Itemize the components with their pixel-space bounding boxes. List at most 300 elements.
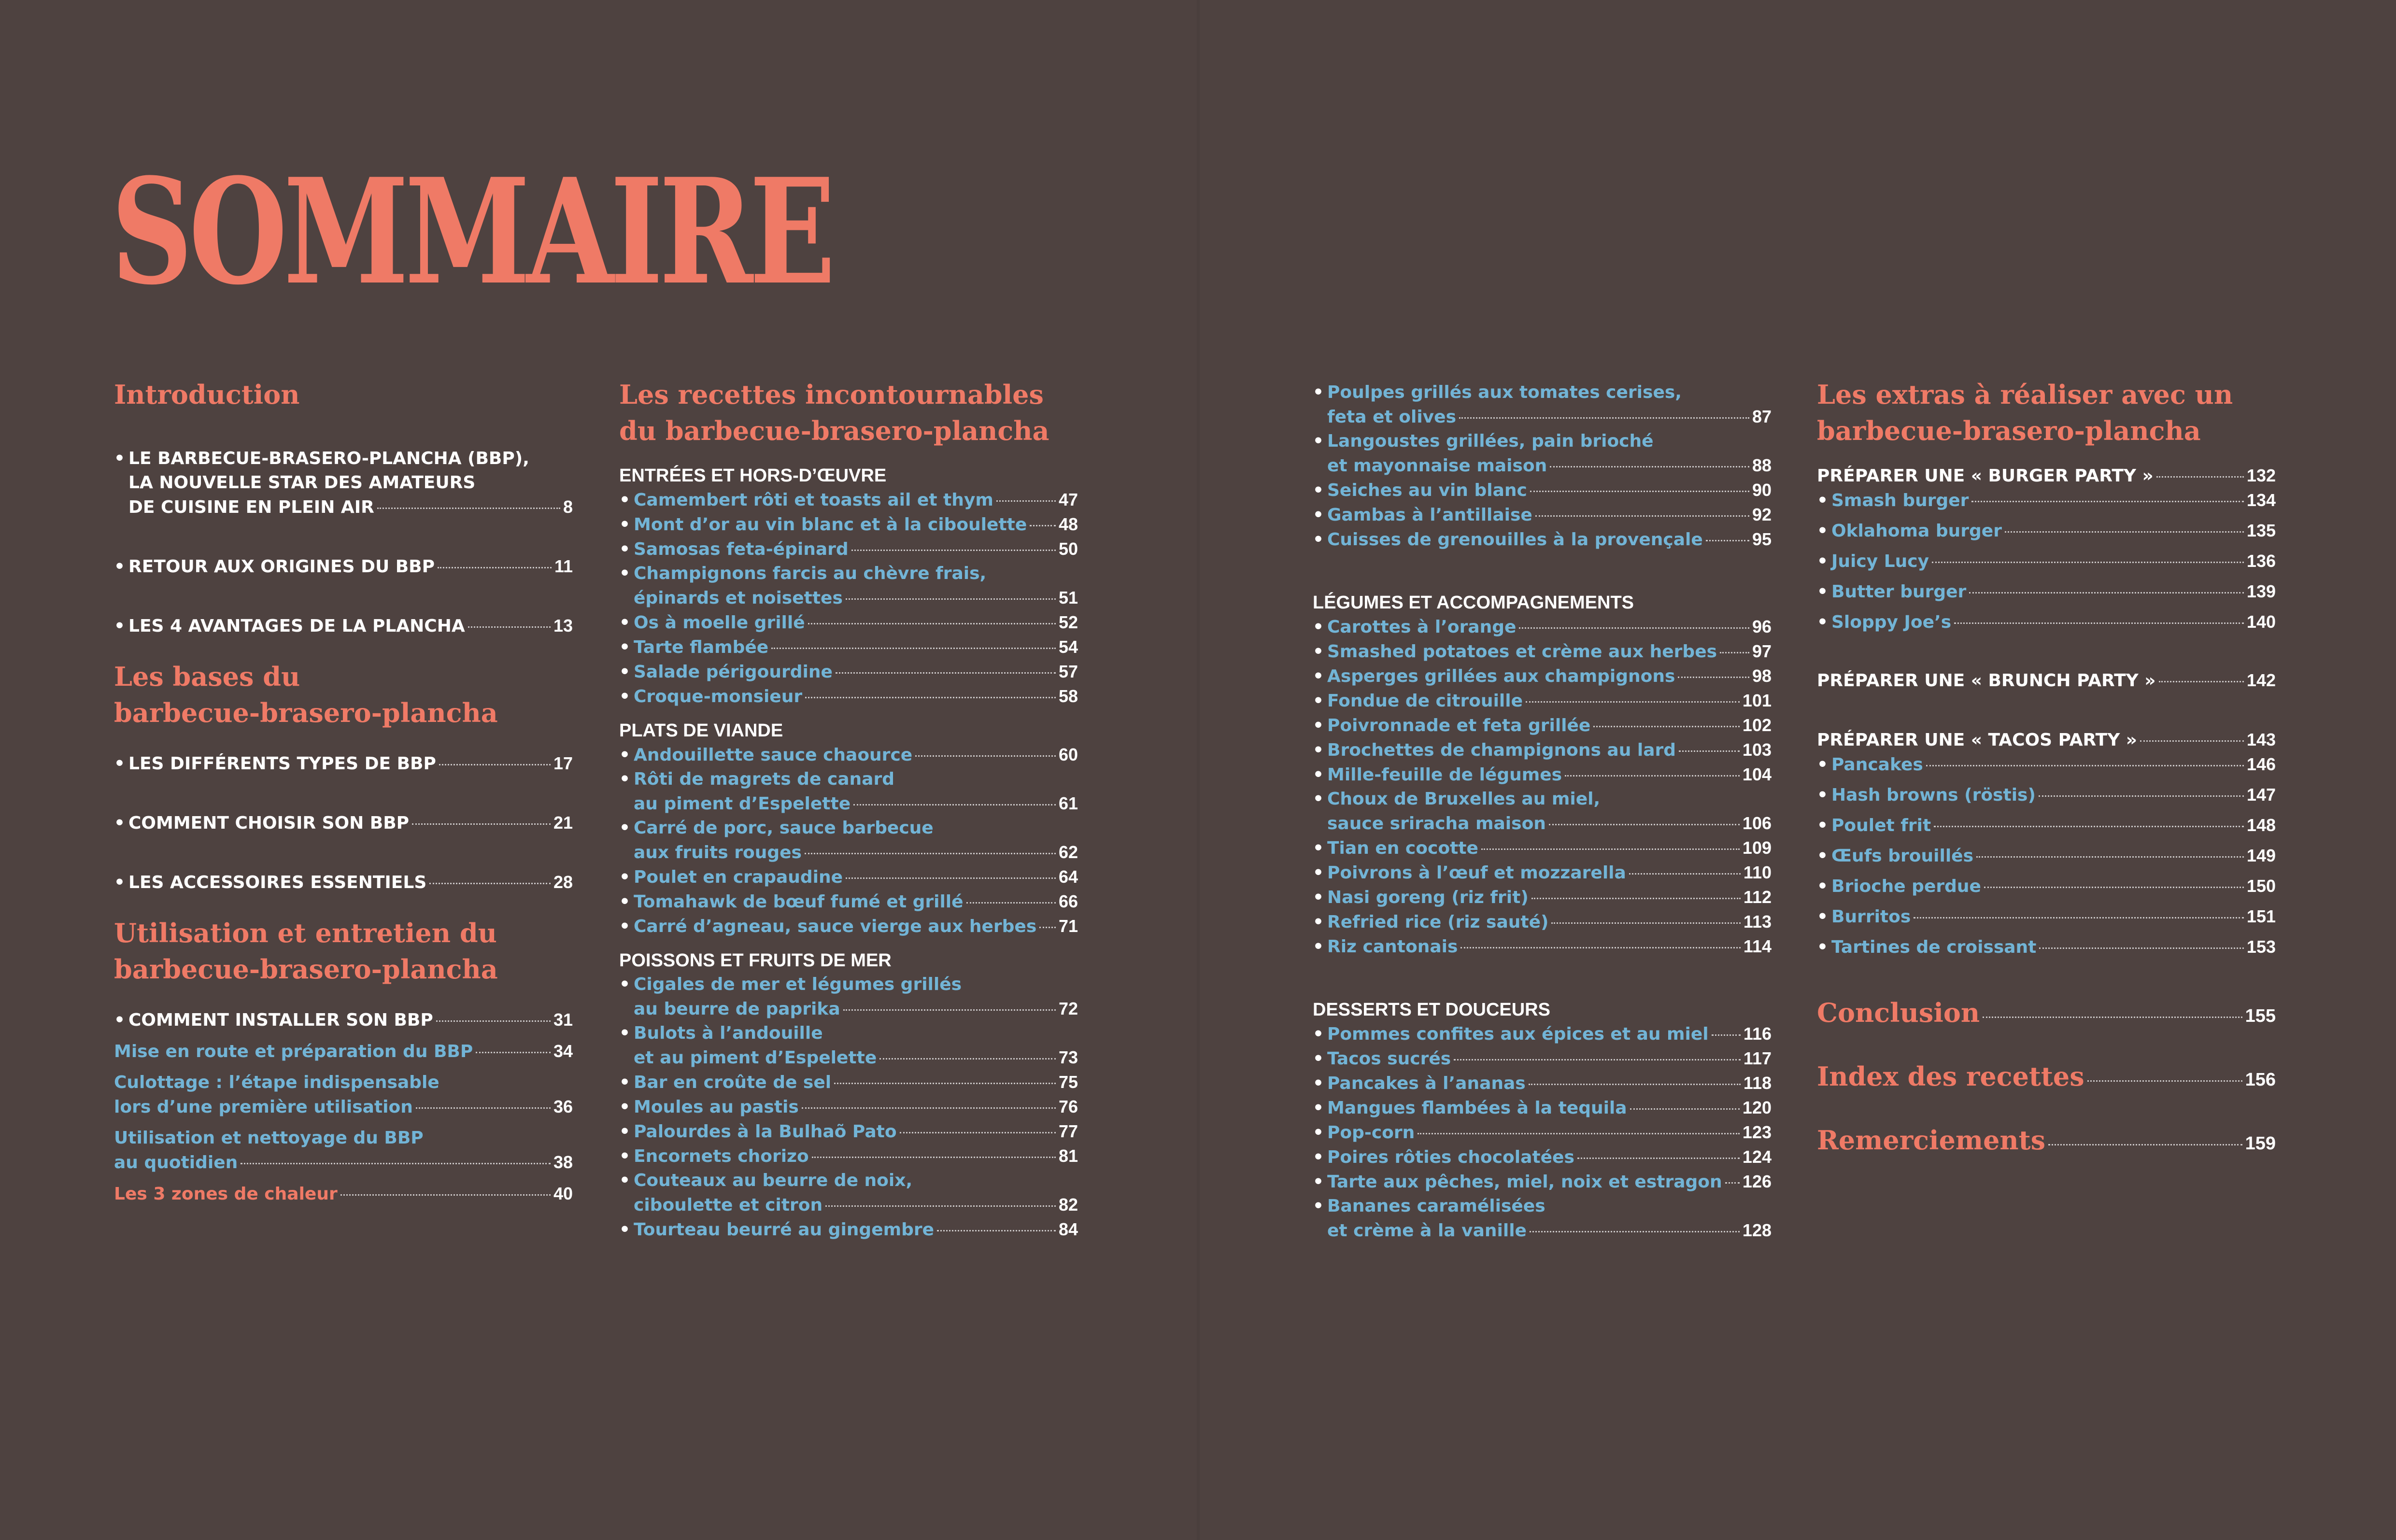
toc-page-number: 61: [1058, 793, 1078, 813]
toc-entry[interactable]: [1817, 549, 2276, 574]
toc-entry[interactable]: [1817, 1057, 2276, 1099]
toc-page-number: 73: [1058, 1047, 1078, 1067]
toc-entry-label: au piment d’Espelette: [634, 794, 851, 814]
dot-leader: [1678, 677, 1749, 678]
dot-leader: [412, 823, 551, 825]
toc-entry[interactable]: [114, 870, 573, 895]
toc-entry-label: DE CUISINE EN PLEIN AIR: [128, 497, 374, 517]
toc-entry[interactable]: [1313, 478, 1772, 503]
toc-entry[interactable]: [1313, 738, 1772, 763]
toc-page-number: 82: [1058, 1195, 1078, 1215]
toc-entry-label: Pancakes à l’ananas: [1327, 1074, 1526, 1093]
toc-entry[interactable]: [1313, 615, 1772, 639]
toc-entry-label: Poulet en crapaudine: [634, 867, 843, 887]
dot-leader: [377, 508, 560, 509]
toc-entry[interactable]: [1313, 503, 1772, 527]
toc-entry[interactable]: [1313, 381, 1772, 429]
dot-leader: [915, 755, 1056, 757]
toc-entry[interactable]: [1313, 1096, 1772, 1120]
dot-leader: [996, 500, 1056, 502]
toc-entry[interactable]: [1817, 783, 2276, 807]
toc-entry[interactable]: [1817, 935, 2276, 960]
toc-entry-tacos-party[interactable]: [1817, 728, 2276, 752]
toc-entry-label: Œufs brouillés: [1831, 846, 1974, 866]
dot-leader: [1954, 622, 2244, 624]
dot-leader: [836, 672, 1056, 674]
toc-entry[interactable]: [619, 890, 1078, 914]
toc-page-number: 112: [1743, 887, 1772, 907]
toc-page-number: 87: [1752, 407, 1772, 426]
heading-line: barbecue-brasero-plancha: [114, 954, 498, 985]
bullet-icon: •: [1313, 1098, 1324, 1118]
dot-leader: [1706, 540, 1749, 541]
toc-entry[interactable]: [1313, 689, 1772, 713]
toc-page-number: 72: [1058, 999, 1078, 1018]
dot-leader: [2156, 476, 2244, 478]
toc-entry[interactable]: [1313, 836, 1772, 861]
toc-page-number: 48: [1058, 514, 1078, 534]
dot-leader: [1593, 726, 1740, 727]
dot-leader: [1565, 775, 1740, 777]
toc-column-4: [1817, 377, 2276, 1163]
toc-entry[interactable]: [1313, 910, 1772, 934]
toc-entry[interactable]: [1313, 1046, 1772, 1071]
toc-entry-label: Remerciements: [1817, 1125, 2046, 1156]
toc-entry[interactable]: [1817, 579, 2276, 604]
toc-entry[interactable]: [1313, 763, 1772, 787]
toc-entry-label: Refried rice (riz sauté): [1327, 912, 1549, 932]
toc-entry-label: Poulet frit: [1831, 816, 1931, 835]
toc-entry-label: Smashed potatoes et crème aux herbes: [1327, 642, 1717, 662]
toc-page-number: 109: [1742, 838, 1772, 858]
toc-entry-label: PRÉPARER UNE « TACOS PARTY »: [1817, 730, 2138, 750]
toc-entry-label: Palourdes à la Bulhaõ Pato: [634, 1122, 897, 1142]
toc-entry[interactable]: [114, 1126, 573, 1175]
dot-leader: [1932, 562, 2244, 563]
toc-page-number: 62: [1058, 842, 1078, 862]
toc-entry-label: Carré de porc, sauce barbecue: [634, 818, 934, 838]
bullet-icon: •: [114, 813, 126, 833]
toc-entry[interactable]: [619, 635, 1078, 660]
dot-leader: [1551, 922, 1740, 924]
toc-entry-label: Tian en cocotte: [1327, 838, 1478, 858]
toc-entry-label: Smash burger: [1831, 491, 1969, 510]
toc-entry-label: et au piment d’Espelette: [634, 1048, 877, 1068]
toc-entry-label: Hash browns (röstis): [1831, 785, 2036, 805]
dot-leader: [340, 1194, 551, 1196]
toc-page-number: 118: [1743, 1073, 1772, 1093]
dot-leader: [812, 1157, 1056, 1158]
toc-page-number: 36: [553, 1097, 573, 1116]
toc-entry[interactable]: [114, 1071, 573, 1119]
toc-page-number: 120: [1742, 1098, 1772, 1117]
toc-entry-label: Encornets chorizo: [634, 1146, 809, 1166]
toc-entry-label: Couteaux au beurre de noix,: [634, 1171, 913, 1190]
dot-leader: [1418, 1133, 1740, 1134]
bullet-icon: •: [1313, 863, 1324, 883]
toc-entry[interactable]: [1817, 844, 2276, 868]
toc-entry-label: Fondue de citrouille: [1327, 691, 1523, 711]
dot-leader: [937, 1230, 1056, 1231]
bullet-icon: •: [619, 818, 631, 838]
toc-page-number: 97: [1752, 641, 1772, 661]
poissons-list: [619, 973, 1078, 1242]
bullet-icon: •: [619, 564, 631, 583]
toc-entry-label: Samosas feta-épinard: [634, 539, 849, 559]
bullet-icon: •: [619, 1171, 631, 1190]
toc-entry[interactable]: [1313, 713, 1772, 738]
dot-leader: [1030, 525, 1056, 526]
toc-entry[interactable]: [619, 1095, 1078, 1119]
bullet-icon: •: [114, 754, 126, 774]
tacos-list: [1817, 752, 2276, 960]
toc-entry-label: Burritos: [1831, 907, 1911, 927]
bullet-icon: •: [1313, 530, 1324, 550]
toc-entry[interactable]: [1313, 1170, 1772, 1194]
dot-leader: [1629, 873, 1741, 875]
bullet-icon: •: [1817, 612, 1829, 632]
bullet-icon: •: [619, 637, 631, 657]
toc-page-number: 110: [1743, 862, 1772, 882]
toc-entry-label: LES ACCESSOIRES ESSENTIELS: [128, 873, 427, 892]
bullet-icon: •: [1817, 816, 1829, 835]
toc-column-3: [1313, 381, 1772, 1243]
toc-entry[interactable]: [619, 1169, 1078, 1217]
toc-entry-label: Conclusion: [1817, 997, 1980, 1028]
bullet-icon: •: [619, 662, 631, 682]
bullet-icon: •: [619, 687, 631, 706]
bullet-icon: •: [619, 1023, 631, 1043]
bullet-icon: •: [1313, 789, 1324, 809]
dot-leader: [1459, 417, 1749, 419]
dot-leader: [1454, 1059, 1741, 1060]
toc-entry[interactable]: [114, 447, 573, 520]
toc-entry-label: lors d’une première utilisation: [114, 1097, 413, 1117]
bullet-icon: •: [114, 616, 126, 636]
dot-leader: [802, 1107, 1056, 1109]
toc-page-number: 102: [1742, 715, 1772, 735]
toc-page-number: 149: [2246, 846, 2276, 865]
toc-entry[interactable]: [1313, 861, 1772, 885]
dot-leader: [805, 853, 1056, 854]
toc-page-number: 143: [2246, 730, 2276, 749]
dot-leader: [2039, 947, 2244, 949]
bullet-icon: •: [1313, 1074, 1324, 1093]
toc-entry[interactable]: [1313, 787, 1772, 836]
toc-page-number: 148: [2246, 815, 2276, 835]
toc-page-number: 140: [2246, 612, 2276, 632]
toc-entry[interactable]: [114, 1008, 573, 1032]
dot-leader: [429, 883, 551, 884]
bullet-icon: •: [1313, 505, 1324, 525]
toc-entry[interactable]: [1313, 934, 1772, 959]
page-title: SOMMAIRE: [111, 146, 832, 317]
toc-page-number: 57: [1058, 662, 1078, 681]
toc-entry-label: Poivrons à l’œuf et mozzarella: [1327, 863, 1626, 883]
toc-entry-label: Brochettes de champignons au lard: [1327, 740, 1676, 760]
dot-leader: [1526, 701, 1740, 703]
heading-line: Les bases du: [114, 661, 300, 692]
dot-leader: [1531, 898, 1741, 899]
dot-leader: [1926, 765, 2244, 766]
toc-entry-label: Os à moelle grillé: [634, 613, 805, 633]
bullet-icon: •: [1817, 846, 1829, 866]
bullet-icon: •: [1313, 912, 1324, 932]
toc-entry[interactable]: [619, 562, 1078, 610]
toc-entry-label: Poires rôties chocolatées: [1327, 1147, 1574, 1167]
bullet-icon: •: [619, 917, 631, 936]
heading-line: du barbecue-brasero-plancha: [619, 415, 1049, 446]
toc-entry[interactable]: [619, 1070, 1078, 1095]
dot-leader: [771, 648, 1056, 649]
toc-page-number: 21: [553, 813, 573, 833]
toc-entry[interactable]: [1817, 993, 2276, 1035]
toc-page-number: 8: [563, 497, 573, 517]
toc-entry-label: Seiches au vin blanc: [1327, 480, 1527, 500]
heading-line: Les recettes incontournables: [619, 379, 1044, 410]
dot-leader: [1679, 750, 1740, 752]
toc-page-number: 132: [2246, 466, 2276, 485]
dot-leader: [1969, 592, 2244, 593]
toc-entry-label: Utilisation et nettoyage du BBP: [114, 1128, 424, 1148]
bullet-icon: •: [1313, 1049, 1324, 1069]
toc-entry-label: Les 3 zones de chaleur: [114, 1184, 338, 1204]
toc-entry-label: Bananes caramélisées: [1327, 1196, 1545, 1216]
toc-page-number: 134: [2246, 490, 2276, 510]
toc-entry[interactable]: [619, 743, 1078, 767]
toc-entry[interactable]: [619, 914, 1078, 939]
toc-page-number: 28: [553, 872, 573, 892]
toc-entry-burger-party[interactable]: [1817, 464, 2276, 488]
toc-page-number: 51: [1058, 588, 1078, 608]
toc-entry-label: et mayonnaise maison: [1327, 456, 1547, 476]
bullet-icon: •: [1313, 765, 1324, 785]
toc-entry-label: Tarte flambée: [634, 637, 769, 657]
toc-entry[interactable]: [619, 1119, 1078, 1144]
dot-leader: [476, 1052, 551, 1053]
toc-entry[interactable]: [1313, 527, 1772, 552]
page-gutter: [1197, 0, 1200, 1540]
toc-entry-label: Andouillette sauce chaource: [634, 745, 913, 765]
toc-page-number: 50: [1058, 539, 1078, 559]
toc-page-number: 146: [2246, 754, 2276, 774]
toc-entry-label: Mont d’or au vin blanc et à la ciboulette: [634, 515, 1027, 535]
toc-page-number: 153: [2246, 937, 2276, 957]
toc-page-number: 147: [2246, 785, 2276, 805]
bullet-icon: •: [1817, 755, 1829, 775]
toc-entry-label: aux fruits rouges: [634, 843, 802, 862]
toc-page-number: 31: [553, 1010, 573, 1030]
toc-entry[interactable]: [619, 865, 1078, 890]
toc-entry-label: Champignons farcis au chèvre frais,: [634, 564, 987, 583]
toc-entry[interactable]: [114, 1182, 573, 1206]
bullet-icon: •: [1817, 785, 1829, 805]
toc-page-number: 60: [1058, 745, 1078, 764]
toc-entry[interactable]: [619, 816, 1078, 865]
burger-list: [1817, 488, 2276, 635]
toc-page-number: 113: [1743, 912, 1772, 932]
dot-leader: [1460, 947, 1740, 948]
bullet-icon: •: [619, 1073, 631, 1092]
toc-entry[interactable]: [114, 811, 573, 835]
toc-entry[interactable]: [1817, 904, 2276, 929]
toc-entry[interactable]: [619, 610, 1078, 635]
toc-entry-label: LA NOUVELLE STAR DES AMATEURS: [128, 473, 476, 493]
dot-leader: [1720, 652, 1749, 653]
section-heading-bases: [114, 659, 573, 731]
toc-entry-label: Tartines de croissant: [1831, 937, 2037, 957]
dot-leader: [1529, 1084, 1741, 1085]
section-heading-extras: [1817, 377, 2276, 449]
bullet-icon: •: [619, 539, 631, 559]
toc-page-number: 54: [1058, 637, 1078, 657]
dot-leader: [1530, 1231, 1740, 1232]
toc-entry[interactable]: [1313, 664, 1772, 689]
toc-entry-label: Cuisses de grenouilles à la provençale: [1327, 530, 1703, 550]
dot-leader: [439, 764, 551, 765]
toc-entry[interactable]: [1817, 874, 2276, 899]
toc-page-number: 128: [1742, 1220, 1772, 1240]
toc-page-number: 84: [1058, 1219, 1078, 1239]
toc-entry[interactable]: [619, 537, 1078, 562]
toc-entry-label: Mille-feuille de légumes: [1327, 765, 1562, 785]
dot-leader: [1530, 491, 1749, 492]
dot-leader: [2005, 531, 2244, 533]
toc-page-number: 159: [2245, 1133, 2276, 1154]
bullet-icon: •: [619, 892, 631, 912]
bullet-icon: •: [1817, 491, 1829, 510]
dot-leader: [1550, 466, 1749, 467]
heading-line: Les extras à réaliser avec un: [1817, 379, 2233, 410]
toc-entry-label: Langoustes grillées, pain brioché: [1327, 431, 1654, 451]
dot-leader: [2087, 1080, 2242, 1082]
toc-entry[interactable]: [1817, 519, 2276, 543]
dot-leader: [2159, 681, 2244, 682]
dot-leader: [1934, 826, 2244, 827]
viande-list: [619, 743, 1078, 939]
toc-entry[interactable]: [1817, 488, 2276, 513]
dot-leader: [966, 902, 1056, 904]
toc-entry-label: Pommes confites aux épices et au miel: [1327, 1024, 1709, 1044]
toc-entry-label: Salade périgourdine: [634, 662, 833, 682]
toc-entry-label: COMMENT INSTALLER SON BBP: [128, 1010, 433, 1030]
dot-leader: [843, 1009, 1056, 1011]
toc-entry[interactable]: [619, 488, 1078, 512]
bullet-icon: •: [114, 557, 126, 577]
toc-entry[interactable]: [619, 512, 1078, 537]
bullet-icon: •: [114, 873, 126, 892]
toc-page-number: 103: [1742, 740, 1772, 760]
toc-entry[interactable]: [1817, 610, 2276, 635]
toc-entry[interactable]: [619, 1217, 1078, 1242]
toc-page-number: 136: [2246, 551, 2276, 571]
bullet-icon: •: [1817, 582, 1829, 602]
bullet-icon: •: [1313, 431, 1324, 451]
bullet-icon: •: [114, 1010, 126, 1030]
toc-page-number: 58: [1058, 686, 1078, 706]
dot-leader: [2048, 1144, 2242, 1145]
toc-page-number: 90: [1752, 480, 1772, 500]
toc-entry[interactable]: [619, 1144, 1078, 1169]
toc-entry-label: Riz cantonais: [1327, 937, 1458, 957]
section-heading-introduction: Introduction: [114, 379, 300, 410]
toc-page-number: 98: [1752, 666, 1772, 686]
toc-entry[interactable]: [1817, 1121, 2276, 1163]
toc-entry[interactable]: [1313, 1194, 1772, 1243]
dot-leader: [1549, 824, 1740, 825]
dot-leader: [1983, 1017, 2242, 1018]
toc-entry-label: Cigales de mer et légumes grillés: [634, 975, 962, 994]
toc-entry[interactable]: [619, 1021, 1078, 1070]
bullet-icon: •: [1313, 1024, 1324, 1044]
toc-entry[interactable]: [114, 554, 573, 579]
toc-entry[interactable]: [114, 614, 573, 638]
toc-page-number: 64: [1058, 867, 1078, 887]
dot-leader: [1535, 515, 1749, 517]
bullet-icon: •: [1817, 521, 1829, 541]
toc-entry[interactable]: [1313, 429, 1772, 478]
toc-entry-label: Gambas à l’antillaise: [1327, 505, 1532, 525]
toc-entry[interactable]: [1313, 1145, 1772, 1170]
toc-entry-label: Butter burger: [1831, 582, 1967, 602]
bullet-icon: •: [1817, 937, 1829, 957]
bullet-icon: •: [1313, 1196, 1324, 1216]
toc-entry-label: Carré d’agneau, sauce vierge aux herbes: [634, 917, 1037, 936]
toc-page-number: 116: [1743, 1024, 1772, 1044]
toc-entry-label: Bulots à l’andouille: [634, 1023, 823, 1043]
toc-page-number: 88: [1752, 455, 1772, 475]
bullet-icon: •: [1313, 740, 1324, 760]
toc-entry[interactable]: [114, 1039, 573, 1064]
dot-leader: [1577, 1158, 1740, 1159]
bullet-icon: •: [114, 449, 126, 468]
toc-page-number: 124: [1742, 1147, 1772, 1167]
toc-entry[interactable]: [1313, 1022, 1772, 1046]
toc-entry-brunch-party[interactable]: [1817, 668, 2276, 693]
toc-page-number: 92: [1752, 505, 1772, 524]
toc-page-number: 135: [2246, 521, 2276, 540]
toc-entry-label: PRÉPARER UNE « BURGER PARTY »: [1817, 466, 2154, 486]
toc-entry[interactable]: [619, 660, 1078, 684]
entretien-list: [114, 1008, 573, 1206]
toc-entry[interactable]: [114, 751, 573, 776]
toc-column-2: [619, 377, 1078, 1242]
toc-entry-label: LES DIFFÉRENTS TYPES DE BBP: [128, 754, 436, 774]
toc-entry-label: Bar en croûte de sel: [634, 1073, 832, 1092]
toc-page-number: 104: [1742, 764, 1772, 784]
toc-entry[interactable]: [1313, 1120, 1772, 1145]
toc-entry[interactable]: [619, 767, 1078, 816]
dot-leader: [1914, 917, 2244, 918]
toc-entry[interactable]: [1817, 752, 2276, 777]
toc-entry-label: Juicy Lucy: [1831, 551, 1929, 571]
toc-entry[interactable]: [1313, 639, 1772, 664]
toc-page-number: 106: [1742, 813, 1772, 833]
back-matter-list: [1817, 993, 2276, 1163]
legumes-list: [1313, 615, 1772, 959]
dot-leader: [834, 1083, 1056, 1084]
toc-entry[interactable]: [1313, 885, 1772, 910]
toc-entry[interactable]: [619, 973, 1078, 1021]
toc-page-number: 40: [553, 1184, 573, 1203]
toc-page-number: 126: [1742, 1172, 1772, 1191]
toc-entry[interactable]: [619, 684, 1078, 709]
toc-entry[interactable]: [1817, 813, 2276, 838]
bullet-icon: •: [619, 1146, 631, 1166]
toc-entry[interactable]: [1313, 1071, 1772, 1096]
dot-leader: [1976, 856, 2244, 858]
dot-leader: [1630, 1108, 1740, 1110]
